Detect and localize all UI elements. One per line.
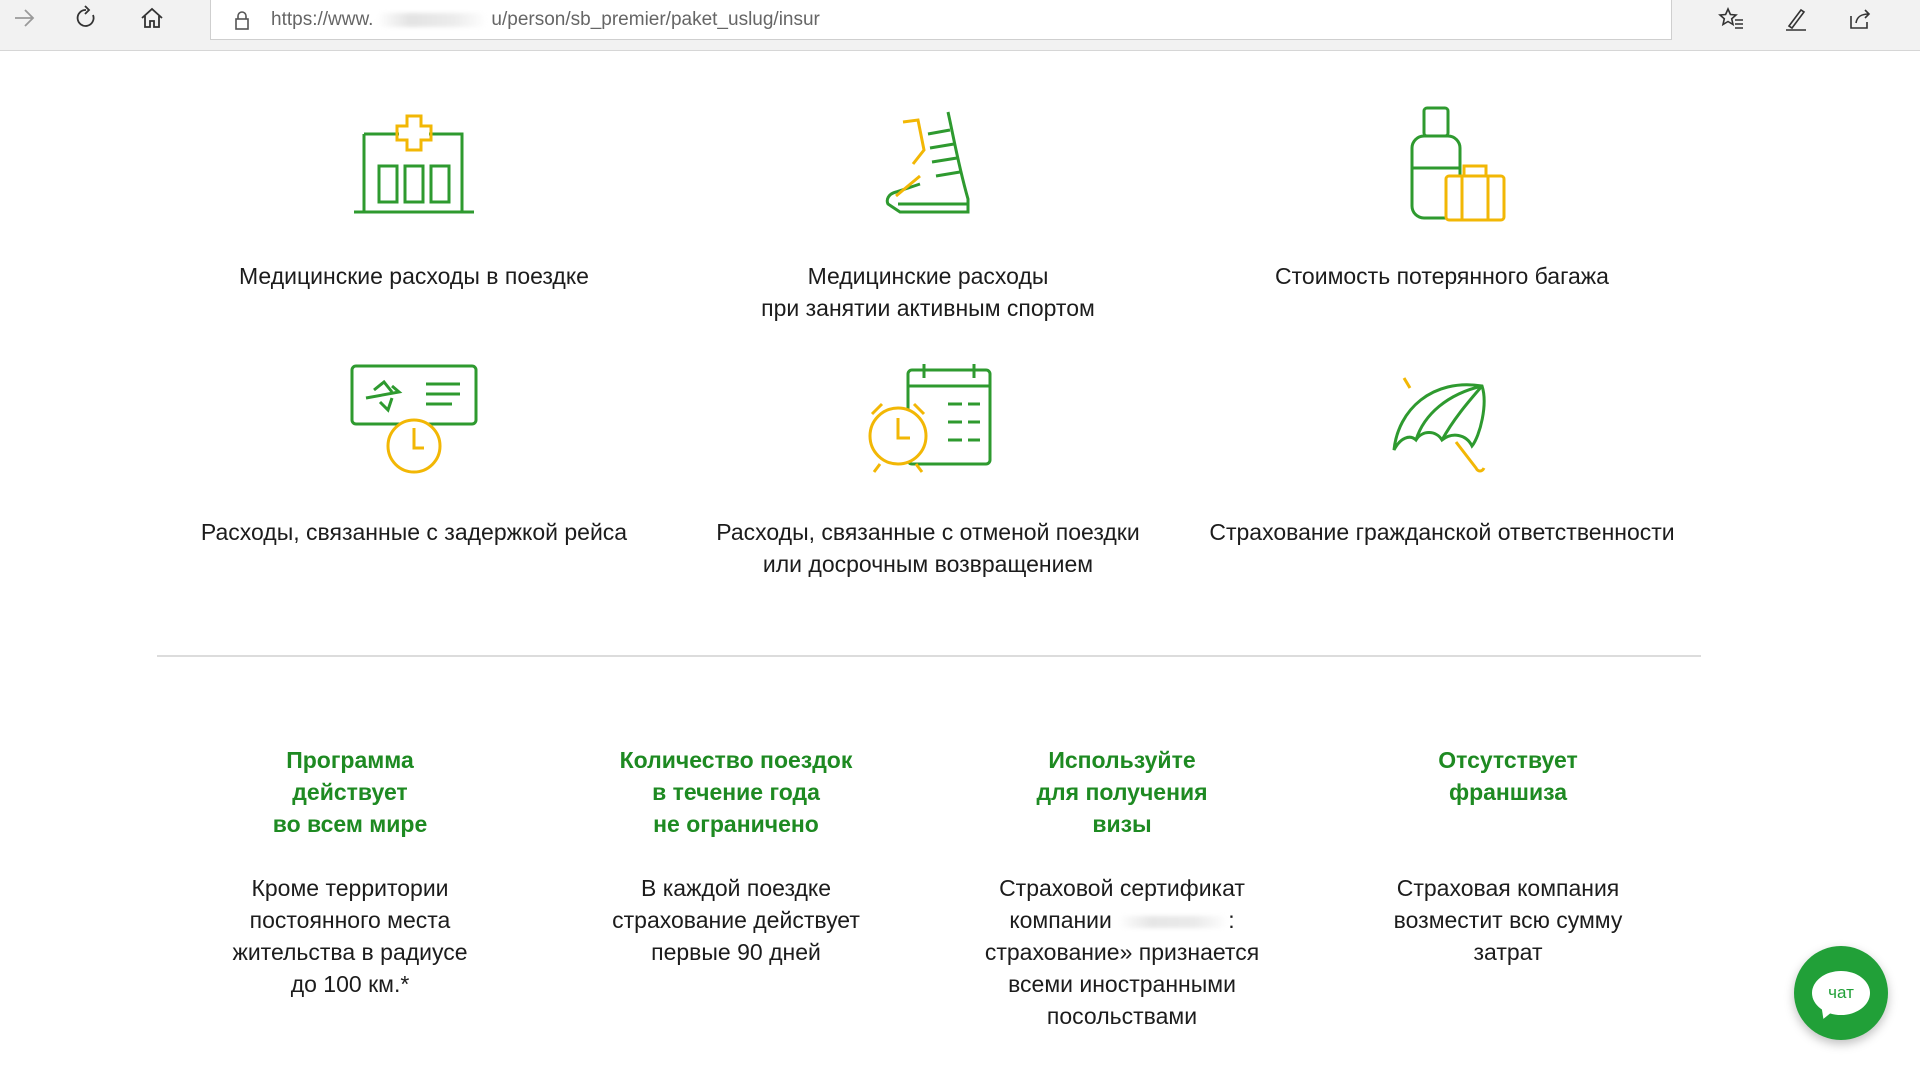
feature-flight-delay (154, 360, 674, 548)
feature-caption: Стоимость потерянного багажа (1275, 263, 1609, 289)
refresh-button[interactable] (62, 0, 110, 36)
notes-button[interactable] (1776, 2, 1816, 36)
back-button[interactable] (0, 0, 48, 36)
feature-lost-luggage (1182, 104, 1702, 292)
pen-icon (1783, 6, 1809, 32)
benefit-title: Количество поездок в течение года не ограничено (619, 747, 853, 837)
benefit-text: Страховая компания возместит всю сумму затрат (1393, 875, 1623, 965)
url-prefix: https://www. (271, 8, 374, 30)
refresh-icon (73, 5, 99, 31)
section-divider (157, 655, 1701, 657)
benefit-text-rest: страхование» признается всеми иностранными посольствами (984, 939, 1260, 1029)
feature-caption: Медицинские расходы в поездке (239, 263, 589, 289)
chat-bubble-icon (1812, 971, 1870, 1015)
share-button[interactable] (1840, 2, 1880, 36)
benefit-text (962, 872, 1282, 1032)
company-name-redacted (1118, 916, 1228, 928)
benefit-unlimited-trips (576, 744, 896, 968)
benefit-text-line1: Страховой сертификат (999, 875, 1245, 901)
ski-boot-icon (858, 104, 998, 234)
benefit-text-line2-end: : (1228, 907, 1235, 933)
benefit-title: Отсутствует франшиза (1438, 747, 1578, 805)
benefit-title: Используйте для получения визы (1036, 747, 1208, 837)
feature-civil-liability (1182, 360, 1702, 548)
favorites-button[interactable] (1711, 2, 1751, 36)
feature-caption: Расходы, связанные с отменой поездки или досрочным возвращением (716, 519, 1140, 577)
feature-caption: Расходы, связанные с задержкой рейса (200, 519, 628, 545)
address-bar[interactable] (210, 0, 1672, 40)
browser-toolbar (0, 0, 1920, 51)
chat-button[interactable] (1794, 946, 1888, 1040)
share-icon (1847, 6, 1873, 32)
feature-trip-cancellation (668, 360, 1188, 580)
feature-medical-sport (668, 104, 1188, 324)
url-redacted (377, 13, 487, 27)
home-icon (139, 5, 165, 31)
url-path: u/person/sb_premier/paket_uslug/insur (491, 8, 820, 30)
calendar-alarm-icon (858, 360, 998, 490)
benefit-text: В каждой поездке страхование действует первые 90 дней (612, 875, 860, 965)
lock-icon (231, 9, 253, 31)
benefit-visa (962, 744, 1282, 1032)
feature-caption: Медицинские расходы при занятии активным спортом (761, 263, 1095, 321)
benefit-worldwide (190, 744, 510, 1000)
benefit-text: Кроме территории постоянного места жительства в радиусе до 100 км.* (232, 875, 468, 997)
home-button[interactable] (128, 0, 176, 36)
benefit-title: Программа действует во всем мире (272, 747, 428, 837)
chat-label: чат (1828, 983, 1854, 1002)
umbrella-icon (1372, 360, 1512, 490)
feature-caption: Страхование гражданской ответственности (1209, 519, 1675, 545)
benefit-text-line2-start: компании (1009, 907, 1112, 933)
hospital-icon (344, 104, 484, 234)
flight-delay-icon (344, 360, 484, 490)
luggage-icon (1372, 104, 1512, 234)
benefit-no-deductible (1348, 744, 1668, 968)
favorites-icon (1718, 6, 1744, 32)
back-arrow-icon (11, 5, 37, 31)
feature-medical-trip (154, 104, 674, 292)
